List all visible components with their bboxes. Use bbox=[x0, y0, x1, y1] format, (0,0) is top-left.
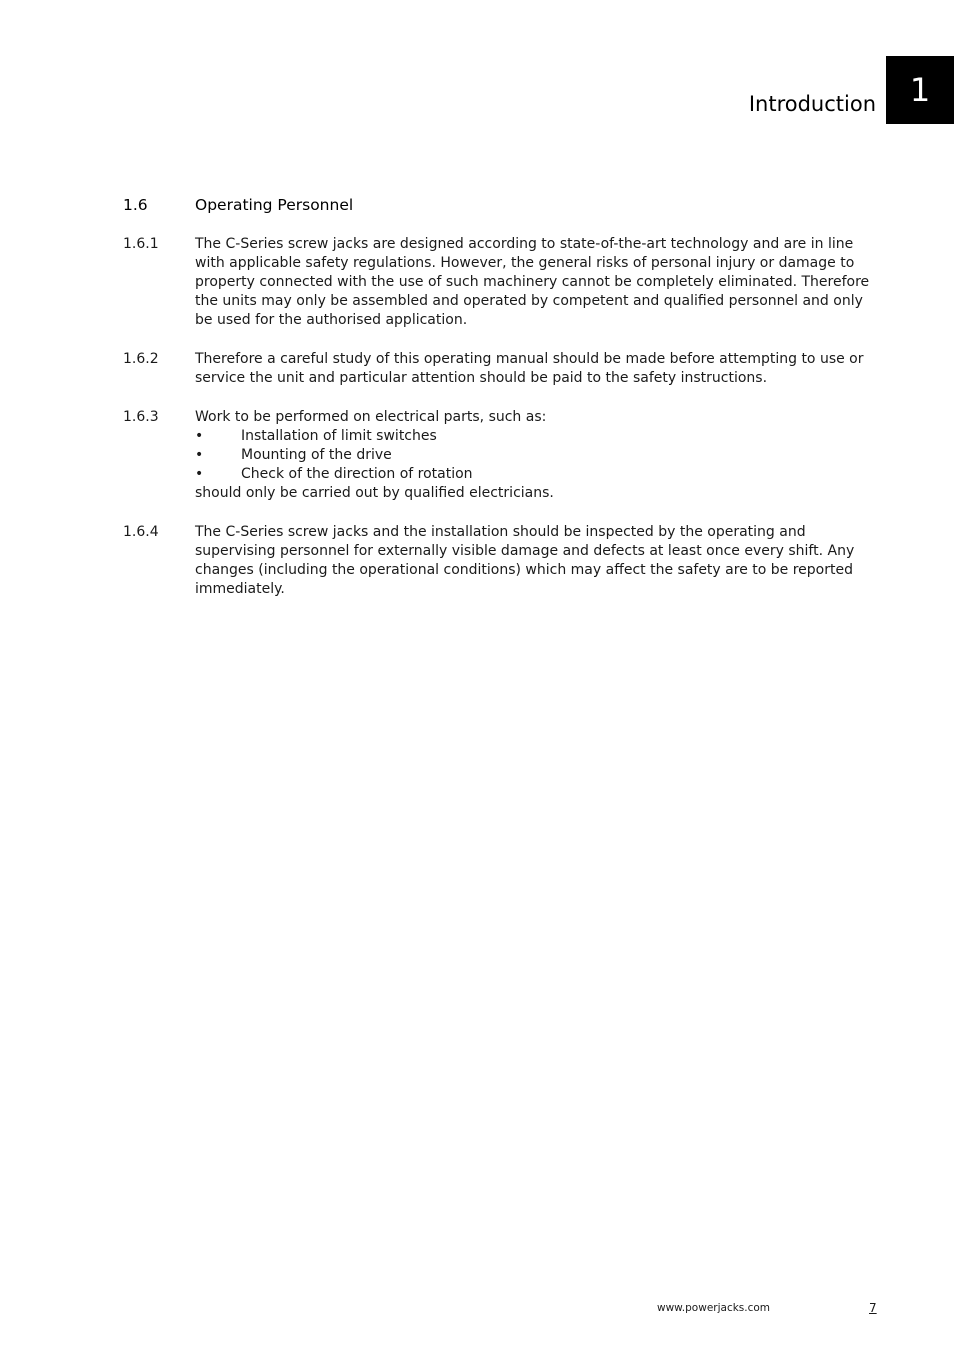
list-item-text: Mounting of the drive bbox=[241, 447, 392, 464]
list-item bbox=[195, 427, 875, 446]
paragraph-text: Therefore a careful study of this operating manual should be made before attempting to use or service the unit and particular attention should be paid to the safety instructions. bbox=[195, 351, 864, 387]
chapter-number-tab: 1 bbox=[886, 56, 954, 124]
paragraph-number: 1.6.3 bbox=[123, 409, 159, 425]
paragraph-body bbox=[195, 408, 875, 503]
section-number: 1.6 bbox=[123, 196, 148, 214]
bullet-list bbox=[195, 427, 875, 484]
footer-website-link[interactable]: www.powerjacks.com bbox=[657, 1302, 771, 1314]
chapter-title: Introduction bbox=[748, 92, 876, 116]
paragraph-1-6-1 bbox=[123, 235, 883, 330]
list-item bbox=[195, 446, 875, 465]
section-title: Operating Personnel bbox=[195, 196, 354, 214]
list-item bbox=[195, 465, 875, 484]
list-item-text: Installation of limit switches bbox=[241, 428, 437, 445]
paragraph-number: 1.6.2 bbox=[123, 351, 159, 367]
paragraph-outro: should only be carried out by qualified electricians. bbox=[195, 485, 554, 502]
paragraph-text: The C-Series screw jacks are designed according to state-of-the-art technology and are in line with applicable safety regulations. However, the general risks of personal injury or damage to property connected with the use of such machinery cannot be completely eliminated. Therefore the units may only be assembled and operated by competent and qualified personnel and only be used for the authorised application. bbox=[195, 236, 870, 329]
bullet-icon: • bbox=[195, 428, 204, 445]
paragraph-intro: Work to be performed on electrical parts, such as: bbox=[195, 409, 547, 425]
bullet-icon: • bbox=[195, 447, 204, 464]
paragraph-1-6-2 bbox=[123, 350, 883, 388]
paragraph-number: 1.6.4 bbox=[123, 524, 159, 540]
paragraph-text: The C-Series screw jacks and the installation should be inspected by the operating and supervising personnel for externally visible damage and defects at least once every shift. Any changes (including the operational conditions) which may affect the safety are to be reported immediately. bbox=[195, 524, 855, 598]
list-item-text: Check of the direction of rotation bbox=[241, 466, 473, 483]
bullet-icon: • bbox=[195, 466, 204, 483]
paragraph-number: 1.6.1 bbox=[123, 236, 159, 252]
paragraph-1-6-4 bbox=[123, 523, 883, 599]
paragraph-1-6-3 bbox=[123, 408, 883, 503]
page-number: 7 bbox=[869, 1301, 877, 1315]
